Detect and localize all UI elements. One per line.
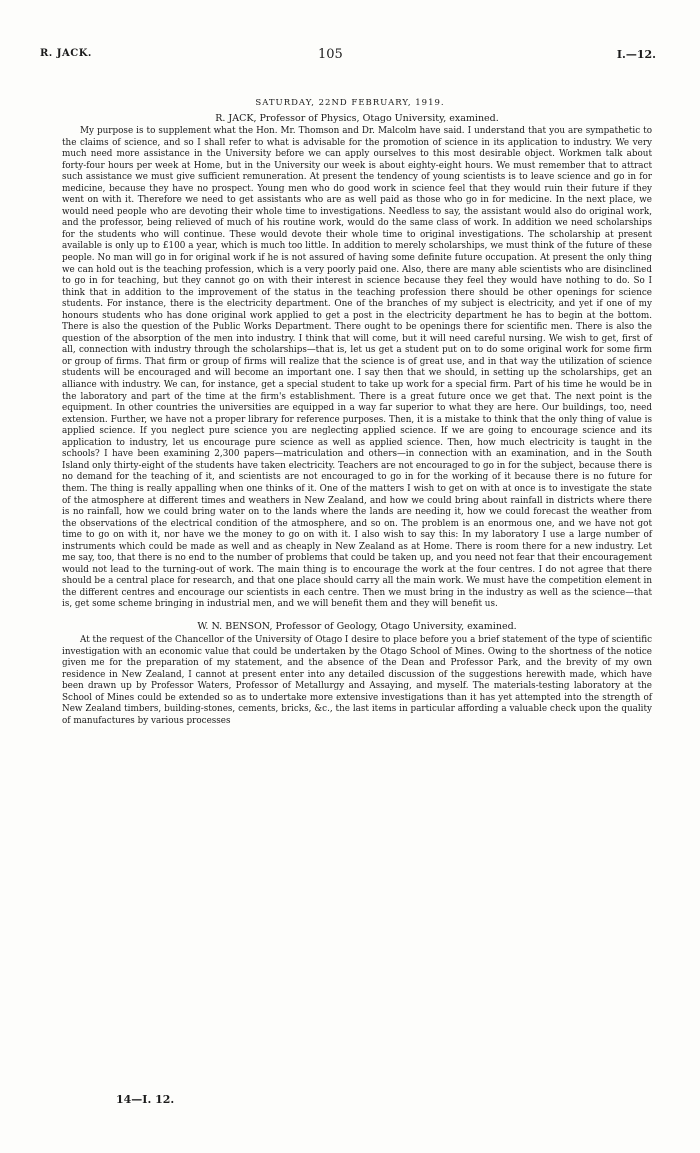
page-number: 105 [318, 47, 343, 62]
witness-heading-jack: R. JACK, Professor of Physics, Otago University, examined. [215, 113, 499, 124]
document-body [62, 113, 652, 727]
running-header [40, 48, 656, 64]
signature-mark: 14—I. 12. [116, 1093, 175, 1106]
header-witness: R. JACK. [40, 48, 92, 59]
paper-reference: I.—12. [616, 48, 656, 61]
witness-heading-benson: W. N. BENSON, Professor of Geology, Otago University, examined. [197, 620, 517, 632]
testimony-jack: My purpose is to supplement what the Hon. Mr. Thomson and Dr. Malcolm have said. I understand that you are sympathetic to the claims of science, and so I shall refer to what is advisable for the promotion of science in its application to industry. We very much need more assistance in the University before we can apply ourselves to this most desirable object. Workmen talk about forty-four hours per week at Home, but in the University our week is about eighty-eight hours. We must remember that to attract such assistance we must give sufficient remuneration. At present the tendency of young scientists is to leave science and go in for medicine, because they have no prospect. Young men who do good work in science feel that they would ruin their future if they went on with it. Therefore we need to get assistants who are as well paid as those who go in for medicine. In the next place, we would need people who are devoting their whole time to investigations. Needless to say, the assistant would also do original work, and the professor, being relieved of much of his routine work, would do the same class of work. In addition we need scholarships for the students who will continue. These would devote their whole time to original investigations. The scholarship at present available is only up to £100 a year, which is much too little. In addition to merely scholarships, we must think of the future of these people. No man will go in for original work if he is not assured of having some definite future occupation. At present the only thing we can hold out is the teaching profession, which is a very poorly paid one. Also, there are many able scientists who are disinclined to go in for teaching, but they cannot go on with their interest in science because they feel they would have nothing to do. So I think that in addition to the improvement of the status in the teaching profession there should be other openings for science students. For instance, there is the electricity department. One of the branches of my subject is electricity, and yet if one of my honours students who has done original work applied to get a post in the electricity department he has to begin at the bottom. There is also the question of the Public Works Department. There ought to be openings there for scientific men. There is also the question of the absorption of the men into industry. I think that will come, but it will need careful nursing. We wish to get, first of all, connection with industry through the scholarships—that is, let us get a student put on to do some original work for some firm or group of firms. That firm or group of firms will realize that the science is of great use, and in that way the utilization of science students will be encouraged and will become an important one. I say then that we should, in setting up the scholarships, get an alliance with industry. We can, for instance, get a special student to take up work for a special firm. Part of his time he would be in the laboratory and part of the time at the firm's establishment. There is a great future once we get that. The next point is the equipment. In other countries the universities are equipped in a way far superior to what they are here. Our buildings, too, need extension. Further, we have not a proper library for reference purposes. Then, it is a mistake to think that the only thing of value is applied science. If you neglect pure science you are neglecting applied science. If we are going to encourage science and its application to industry, let us encourage pure science as well as applied science. Then, how much electricity is taught in the schools? I have been examining 2,300 papers—matriculation and others—in connection with an examination, and in the South Island only thirty-eight of the students have taken electricity. Teachers are not encouraged to go in for the subject, because there is no demand for the teaching of it, and scientists are not encouraged to go in for the working of it because there is no future for them. The thing is really appalling when one thinks of it. One of the matters I wish to get on with at once is to investigate the state of the atmosphere at different times and weathers in New Zealand, and how we could bring about rainfall in districts where there is no rainfall, how we could bring water on to the lands where the lands are needing it, how we could forecast the weather from the observations of the electrical condition of the atmosphere, and so on. The problem is an enormous one, and we have not got time to go on with it, nor have we the money to go on with it. I also wish to say this: In my laboratory I use a large number of instruments which could be made as well and as cheaply in New Zealand as at Home. There is room there for a new industry. Let me say, too, that there is no end to the number of problems that could be taken up, and you need not fear that their encouragement would not lead to the turning-out of work. The main thing is to encourage the work at the four centres. I do not agree that there should be a central place for research, and that one place should carry all the main work. We must have the competition element in the different centres and encourage our scientists in each centre. Then we must bring in the industry as well as the science—that is, get some scheme bringing in industrial men, and we will benefit them and they will benefit us. [62, 126, 652, 610]
testimony-benson: At the request of the Chancellor of the University of Otago I desire to place before you a brief statement of the type of scientific investigation with an economic value that could be undertaken by the Otago School of Mines. Owing to the shortness of the notice given me for the preparation of my statement, and the absence of the Dean and Professor Park, and the brevity of my own residence in New Zealand, I cannot at present enter into any detailed discussion of the suggestions herewith made, which have been drawn up by Professor Waters, Professor of Metallurgy and Assaying, and myself. The materials-testing laboratory at the School of Mines could be extended so as to undertake more extensive investigations than it has yet attempted into the strength of New Zealand timbers, building-stones, cements, bricks, &c., the last items in particular affording a valuable check upon the quality of manufactures by various processes [62, 634, 652, 726]
session-date: SATURDAY, 22ND FEBRUARY, 1919. [255, 98, 445, 108]
